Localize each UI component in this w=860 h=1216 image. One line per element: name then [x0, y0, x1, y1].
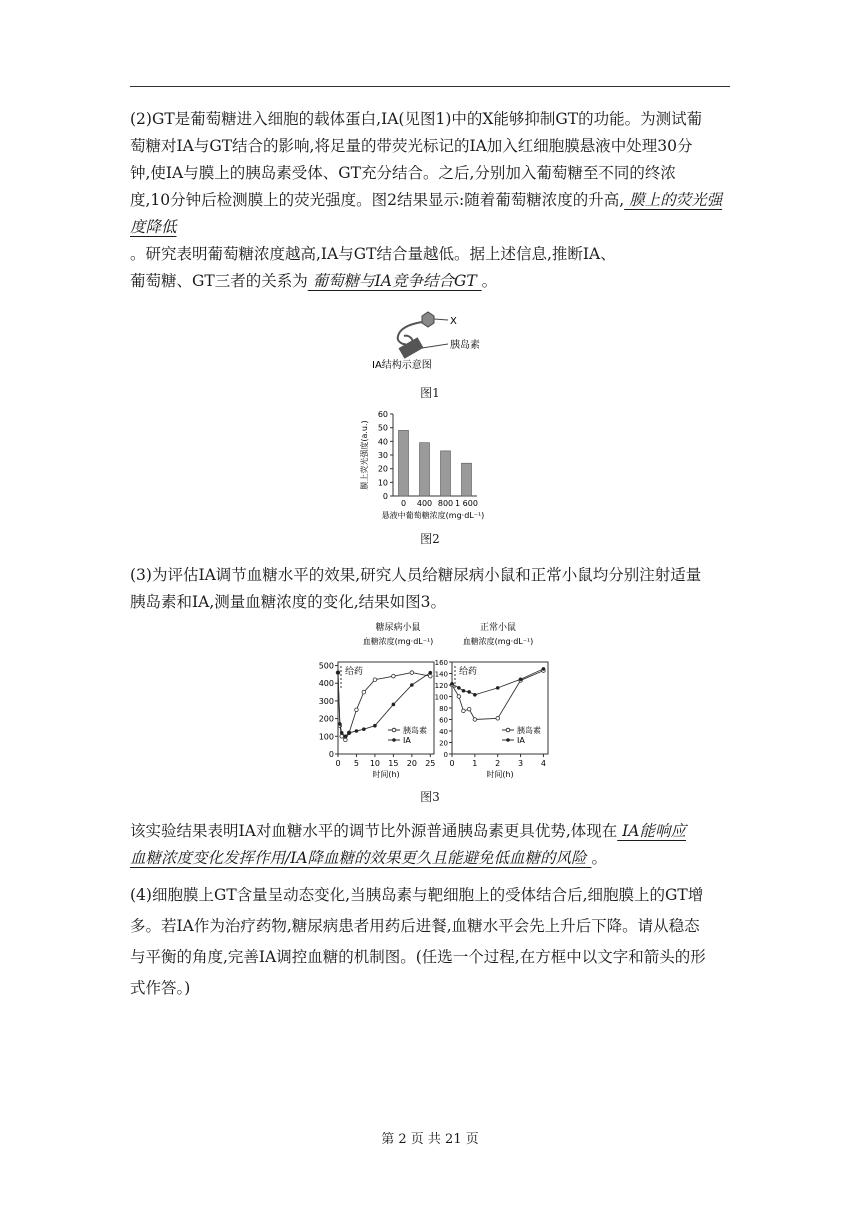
data-point-insulin — [344, 738, 348, 742]
y-tick-label: 20 — [439, 739, 448, 748]
q4-paragraph — [130, 880, 730, 1004]
bar — [420, 443, 430, 496]
y-tick-label: 10 — [377, 478, 388, 488]
q2-line5: 。研究表明葡萄糖浓度越高,IA与GT结合量越低。据上述信息,推断IA、 — [130, 245, 616, 263]
data-point-ia — [340, 731, 344, 735]
data-point-insulin — [473, 718, 477, 722]
q3b-answer-a: IA能响应 — [617, 822, 686, 840]
q2-line6-text: 葡萄糖、GT三者的关系为 — [130, 272, 308, 290]
fig2-bar-chart — [355, 406, 515, 522]
x-tick-label: 25 — [425, 759, 436, 768]
y-tick-label: 100 — [434, 693, 448, 702]
data-point-ia — [519, 677, 523, 681]
legend-marker — [392, 728, 396, 732]
data-point-insulin — [373, 678, 377, 682]
legend-marker — [506, 738, 510, 742]
x-tick-label: 1 600 — [455, 499, 478, 508]
y-tick-label: 20 — [377, 464, 388, 474]
data-point-ia — [347, 731, 351, 735]
data-point-ia — [392, 703, 396, 707]
x-tick-label: 2 — [495, 759, 501, 768]
data-point-ia — [373, 724, 377, 728]
q2-answer1: 膜上的荧光强度降低 — [130, 191, 723, 236]
bar — [399, 430, 409, 496]
data-point-insulin — [410, 671, 414, 675]
y-tick-label: 140 — [434, 670, 448, 679]
legend-marker — [506, 728, 510, 732]
x-tick-label: 0 — [449, 759, 455, 768]
bar — [462, 463, 472, 496]
bar — [441, 451, 451, 496]
x-axis-label: 悬液中葡萄糖浓度(mg·dL⁻¹) — [381, 511, 485, 520]
y-tick-label: 200 — [318, 714, 334, 724]
data-point-insulin — [340, 735, 344, 739]
data-point-ia — [450, 682, 454, 686]
q3-conclusion — [130, 818, 730, 872]
x-tick-label: 1 — [472, 759, 478, 768]
legend-label: IA — [517, 736, 525, 745]
data-point-ia — [362, 727, 366, 731]
data-point-insulin — [467, 707, 471, 711]
q4-line1: (4)细胞膜上GT含量呈动态变化,当胰岛素与靶细胞上的受体结合后,细胞膜上的GT增 — [130, 886, 704, 904]
data-point-insulin — [496, 717, 500, 721]
x-tick-label: 15 — [388, 759, 399, 768]
y-tick-label: 0 — [328, 750, 334, 759]
y-axis-label: 膜上荧光强度(a.u.) — [360, 420, 369, 490]
fig1-ia-structure — [370, 306, 490, 372]
fig2-caption: 图2 — [420, 532, 440, 546]
y-tick-label: 160 — [434, 659, 448, 667]
q4-line3: 与平衡的角度,完善IA调控血糖的机制图。(任选一个过程,在方框中以文字和箭头的形 — [130, 948, 706, 966]
panel-title: 正常小鼠 — [479, 623, 517, 633]
y-tick-label: 60 — [439, 716, 448, 725]
y-tick-label: 60 — [377, 410, 388, 419]
y-tick-label: 120 — [434, 682, 448, 690]
y-tick-label: 400 — [318, 679, 334, 689]
data-point-ia — [542, 667, 546, 671]
data-point-ia — [410, 683, 414, 687]
q3-line1: (3)为评估IA调节血糖水平的效果,研究人员给糖尿病小鼠和正常小鼠均分别注射适量 — [130, 566, 702, 584]
fig1-subtitle: IA结构示意图 — [372, 360, 432, 371]
y-tick-label: 30 — [377, 451, 388, 460]
data-point-insulin — [429, 674, 433, 678]
data-point-ia — [457, 686, 461, 690]
q3b-line2 — [130, 845, 730, 872]
y-tick-label: 40 — [439, 728, 448, 736]
q2-line6 — [130, 268, 730, 295]
fig3-caption: 图3 — [420, 790, 440, 804]
x-tick-label: 0 — [335, 759, 341, 768]
q4-line4: 式作答。) — [130, 979, 191, 997]
legend-label: IA — [403, 736, 411, 745]
legend-marker — [392, 738, 396, 742]
x-tick-label: 20 — [406, 759, 417, 768]
data-point-ia — [344, 735, 348, 739]
y-tick-label: 0 — [382, 492, 388, 501]
q2-line6-end: 。 — [481, 272, 498, 290]
data-point-insulin — [392, 674, 396, 678]
data-point-ia — [462, 689, 466, 693]
q2-line4-text: 度,10分钟后检测膜上的荧光强度。图2结果显示:随着葡萄糖浓度的升高, — [130, 191, 625, 209]
x-tick-label: 5 — [353, 759, 360, 768]
fig3-line-charts — [300, 618, 560, 780]
q3b-end: 。 — [591, 849, 607, 867]
q2-line2: 萄糖对IA与GT结合的影响,将足量的带荧光标记的IA加入红细胞膜悬液中处理30分 — [130, 137, 693, 155]
q2-line1: (2)GT是葡萄糖进入细胞的载体蛋白,IA(见图1)中的X能够抑制GT的功能。为测试葡 — [130, 110, 703, 128]
data-point-insulin — [457, 695, 461, 699]
q3-line2: 胰岛素和IA,测量血糖浓度的变化,结果如图3。 — [130, 593, 447, 611]
q2-paragraph — [130, 106, 730, 295]
y-tick-label: 0 — [443, 751, 448, 759]
q3b-text: 该实验结果表明IA对血糖水平的调节比外源普通胰岛素更具优势,体现在 — [130, 822, 618, 840]
dose-annotation: 给药 — [459, 667, 478, 677]
y-axis-label: 血糖浓度(mg·dL⁻¹) — [462, 637, 534, 646]
legend-label: 胰岛素 — [403, 726, 427, 735]
y-tick-label: 80 — [439, 705, 448, 713]
y-axis-label: 血糖浓度(mg·dL⁻¹) — [362, 637, 434, 646]
data-point-insulin — [462, 709, 466, 713]
data-point-ia — [496, 686, 500, 690]
data-point-insulin — [355, 708, 359, 712]
q2-line4 — [130, 187, 730, 241]
panel-title: 糖尿病小鼠 — [375, 623, 421, 633]
x-tick-label: 4 — [540, 759, 546, 768]
q3b-answer-b: 血糖浓度变化发挥作用/IA降血糖的效果更久且能避免低血糖的风险 — [130, 849, 592, 867]
y-tick-label: 100 — [318, 732, 334, 742]
x-axis-label: 时间(h) — [372, 770, 400, 779]
x-tick-label: 10 — [369, 759, 381, 768]
data-point-ia — [473, 693, 477, 697]
q2-line3: 钟,使IA与膜上的胰岛素受体、GT充分结合。之后,分别加入葡萄糖至不同的终浓 — [130, 164, 676, 182]
y-tick-label: 50 — [377, 423, 388, 433]
fig1-label-x: X — [450, 316, 457, 327]
legend-label: 胰岛素 — [517, 726, 541, 735]
data-point-ia — [338, 722, 342, 726]
x-tick-label: 3 — [518, 759, 524, 768]
y-tick-label: 300 — [318, 696, 334, 706]
x-tick-label: 400 — [416, 499, 433, 508]
q3-paragraph — [130, 562, 730, 616]
q3b-line1 — [130, 818, 730, 845]
y-tick-label: 500 — [318, 661, 334, 671]
data-point-insulin — [362, 690, 366, 694]
data-point-ia — [467, 690, 471, 694]
dose-annotation: 给药 — [345, 667, 364, 677]
fig1-caption: 图1 — [420, 386, 440, 400]
header-rule — [130, 86, 730, 87]
x-molecule-icon — [422, 312, 434, 327]
q2-answer2: 葡萄糖与IA竞争结合GT — [307, 272, 482, 290]
x-tick-label: 0 — [400, 499, 407, 508]
fig1-label-insulin: 胰岛素 — [450, 340, 480, 351]
data-point-ia — [336, 671, 340, 675]
x-tick-label: 800 — [437, 499, 454, 508]
page-footer: 第 2 页 共 21 页 — [381, 1132, 479, 1147]
y-tick-label: 40 — [377, 437, 388, 447]
data-point-ia — [355, 729, 359, 733]
series-line-insulin — [452, 671, 543, 720]
insulin-body-icon — [398, 337, 423, 358]
data-point-ia — [429, 671, 433, 675]
x-axis-label: 时间(h) — [486, 770, 514, 779]
q4-line2: 多。若IA作为治疗药物,糖尿病患者用药后进餐,血糖水平会先上升后下降。请从稳态 — [130, 917, 700, 935]
